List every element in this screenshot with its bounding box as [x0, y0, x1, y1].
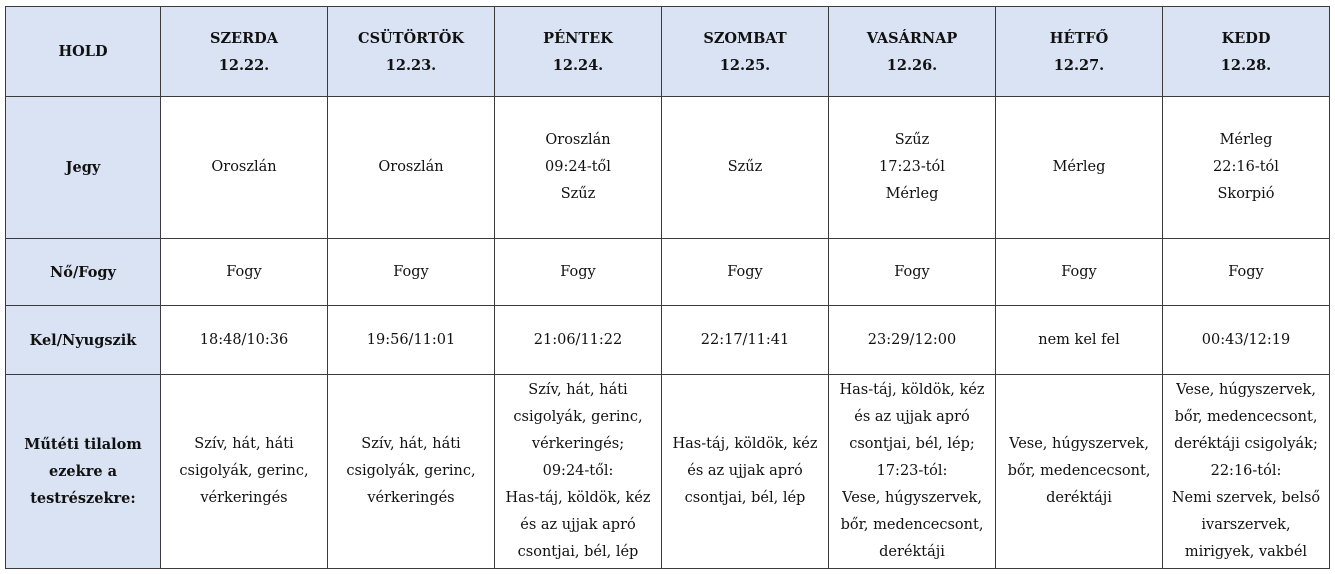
cell-text-line: Szűz: [894, 132, 930, 148]
cell-text-line: csigolyák, gerinc,: [513, 409, 643, 425]
cell-text-line: mirigyek, vakbél: [1184, 544, 1308, 560]
kel-cell: [328, 306, 495, 375]
day-name: VASÁRNAP: [866, 29, 958, 47]
cell-text-line: bőr, medencecsont,: [1174, 409, 1318, 425]
cell-text-line: Mérleg: [885, 186, 939, 202]
cell-text-line: és az ujjak apró: [687, 463, 803, 479]
jegy-cell: [662, 97, 829, 239]
cell-text-line: 21:06/11:22: [533, 331, 623, 348]
nofogy-cell: [161, 239, 328, 306]
cell-text-line: Szív, hát, háti: [528, 382, 628, 398]
day-header-cell: [495, 7, 662, 97]
mutet-cell: [495, 375, 662, 569]
day-name: KEDD: [1221, 29, 1271, 47]
cell-text-line: Skorpió: [1217, 186, 1275, 202]
mutet-cell: [1163, 375, 1330, 569]
cell-text-line: Mérleg: [1219, 132, 1273, 148]
day-name: PÉNTEK: [543, 29, 613, 47]
cell-text-line: és az ujjak apró: [854, 409, 970, 425]
cell-text-line: Fogy: [727, 263, 763, 280]
cell-text-line: 17:23-tól:: [876, 463, 948, 479]
jegy-cell: [161, 97, 328, 239]
day-header-cell: [829, 7, 996, 97]
day-date: 12.28.: [1220, 56, 1272, 74]
cell-text-line: csontjai, bél, lép;: [849, 436, 975, 452]
cell-text-line: csigolyák, gerinc,: [346, 463, 476, 479]
cell-text-line: deréktáji csigolyák;: [1174, 436, 1318, 452]
row-muteti-tilalom: [6, 375, 1330, 569]
row-label-jegy: Jegy: [6, 97, 161, 239]
day-name: SZOMBAT: [703, 29, 787, 47]
nofogy-cell: [829, 239, 996, 306]
cell-text-line: Fogy: [894, 263, 930, 280]
cell-text-line: Fogy: [560, 263, 596, 280]
cell-text-line: csigolyák, gerinc,: [179, 463, 309, 479]
cell-text-line: deréktáji: [879, 544, 945, 560]
cell-text-line: csontjai, bél, lép: [517, 544, 639, 560]
jegy-cell: [996, 97, 1163, 239]
row-label-no-fogy: Nő/Fogy: [6, 239, 161, 306]
jegy-cell: [1163, 97, 1330, 239]
cell-text-line: Mérleg: [1052, 159, 1106, 175]
cell-text-line: vérkeringés: [200, 490, 288, 506]
cell-text-line: Vese, húgyszervek,: [1176, 382, 1316, 398]
row-jegy: [6, 97, 1330, 239]
day-header-cell: [328, 7, 495, 97]
day-date: 12.27.: [1053, 56, 1105, 74]
cell-text-line: Vese, húgyszervek,: [842, 490, 982, 506]
jegy-cell: [829, 97, 996, 239]
kel-cell: [662, 306, 829, 375]
day-date: 12.25.: [719, 56, 771, 74]
cell-text-line: 22:17/11:41: [700, 331, 790, 348]
day-header-cell: [996, 7, 1163, 97]
mutet-cell: [996, 375, 1163, 569]
cell-text-line: 19:56/11:01: [366, 331, 456, 348]
nofogy-cell: [662, 239, 829, 306]
kel-cell: [996, 306, 1163, 375]
cell-text-line: Nemi szervek, belső: [1171, 490, 1321, 506]
jegy-cell: [328, 97, 495, 239]
day-date: 12.26.: [886, 56, 938, 74]
row-label-line: ezekre a: [48, 463, 118, 480]
kel-cell: [495, 306, 662, 375]
cell-text-line: Has-táj, köldök, kéz: [839, 382, 985, 398]
day-date: 12.23.: [385, 56, 437, 74]
mutet-cell: [829, 375, 996, 569]
cell-text-line: Fogy: [1228, 263, 1264, 280]
mutet-cell: [328, 375, 495, 569]
cell-text-line: vérkeringés: [367, 490, 455, 506]
cell-text-line: bőr, medencecsont,: [1007, 463, 1151, 479]
day-name: CSÜTÖRTÖK: [358, 29, 464, 47]
cell-text-line: 09:24-től: [545, 159, 611, 175]
nofogy-cell: [1163, 239, 1330, 306]
cell-text-line: bőr, medencecsont,: [840, 517, 984, 533]
cell-text-line: csontjai, bél, lép: [684, 490, 806, 506]
cell-text-line: Has-táj, köldök, kéz: [672, 436, 818, 452]
cell-text-line: Has-táj, köldök, kéz: [505, 490, 651, 506]
cell-text-line: Szív, hát, háti: [361, 436, 461, 452]
row-label-kel-nyugszik: Kel/Nyugszik: [6, 306, 161, 375]
cell-text-line: és az ujjak apró: [520, 517, 636, 533]
row-kel-nyugszik: [6, 306, 1330, 375]
day-header-cell: [1163, 7, 1330, 97]
nofogy-cell: [328, 239, 495, 306]
cell-text-line: 22:16-tól:: [1210, 463, 1282, 479]
cell-text-line: ivarszervek,: [1201, 517, 1291, 533]
cell-text-line: Fogy: [393, 263, 429, 280]
cell-text-line: 23:29/12:00: [867, 331, 957, 348]
cell-text-line: deréktáji: [1046, 490, 1112, 506]
cell-text-line: Szív, hát, háti: [194, 436, 294, 452]
day-date: 12.24.: [552, 56, 604, 74]
nofogy-cell: [495, 239, 662, 306]
day-header-cell: [662, 7, 829, 97]
kel-cell: [829, 306, 996, 375]
cell-text-line: Fogy: [226, 263, 262, 280]
day-date: 12.22.: [218, 56, 270, 74]
row-label-muteti-tilalom: [6, 375, 161, 569]
day-name: SZERDA: [210, 29, 278, 47]
cell-text-line: 00:43/12:19: [1201, 331, 1291, 348]
row-label-line: Műtéti tilalom: [24, 436, 142, 453]
cell-text-line: Oroszlán: [545, 132, 611, 148]
row-no-fogy: [6, 239, 1330, 306]
corner-label-hold: HOLD: [6, 7, 161, 97]
header-row: [6, 7, 1330, 97]
cell-text-line: 18:48/10:36: [199, 331, 289, 348]
cell-text-line: Vese, húgyszervek,: [1009, 436, 1149, 452]
nofogy-cell: [996, 239, 1163, 306]
day-name: HÉTFŐ: [1049, 29, 1109, 47]
kel-cell: [161, 306, 328, 375]
mutet-cell: [161, 375, 328, 569]
cell-text-line: Fogy: [1061, 263, 1097, 280]
cell-text-line: Szűz: [727, 159, 763, 175]
row-label-line: testrészekre:: [30, 490, 136, 507]
cell-text-line: nem kel fel: [1038, 331, 1120, 348]
cell-text-line: Oroszlán: [211, 159, 277, 175]
cell-text-line: 22:16-tól: [1213, 159, 1279, 175]
cell-text-line: 17:23-tól: [879, 159, 945, 175]
cell-text-line: Szűz: [560, 186, 596, 202]
moon-calendar-table: [5, 6, 1330, 569]
cell-text-line: Oroszlán: [378, 159, 444, 175]
jegy-cell: [495, 97, 662, 239]
kel-cell: [1163, 306, 1330, 375]
mutet-cell: [662, 375, 829, 569]
day-header-cell: [161, 7, 328, 97]
cell-text-line: 09:24-től:: [542, 463, 614, 479]
cell-text-line: vérkeringés;: [531, 436, 625, 452]
